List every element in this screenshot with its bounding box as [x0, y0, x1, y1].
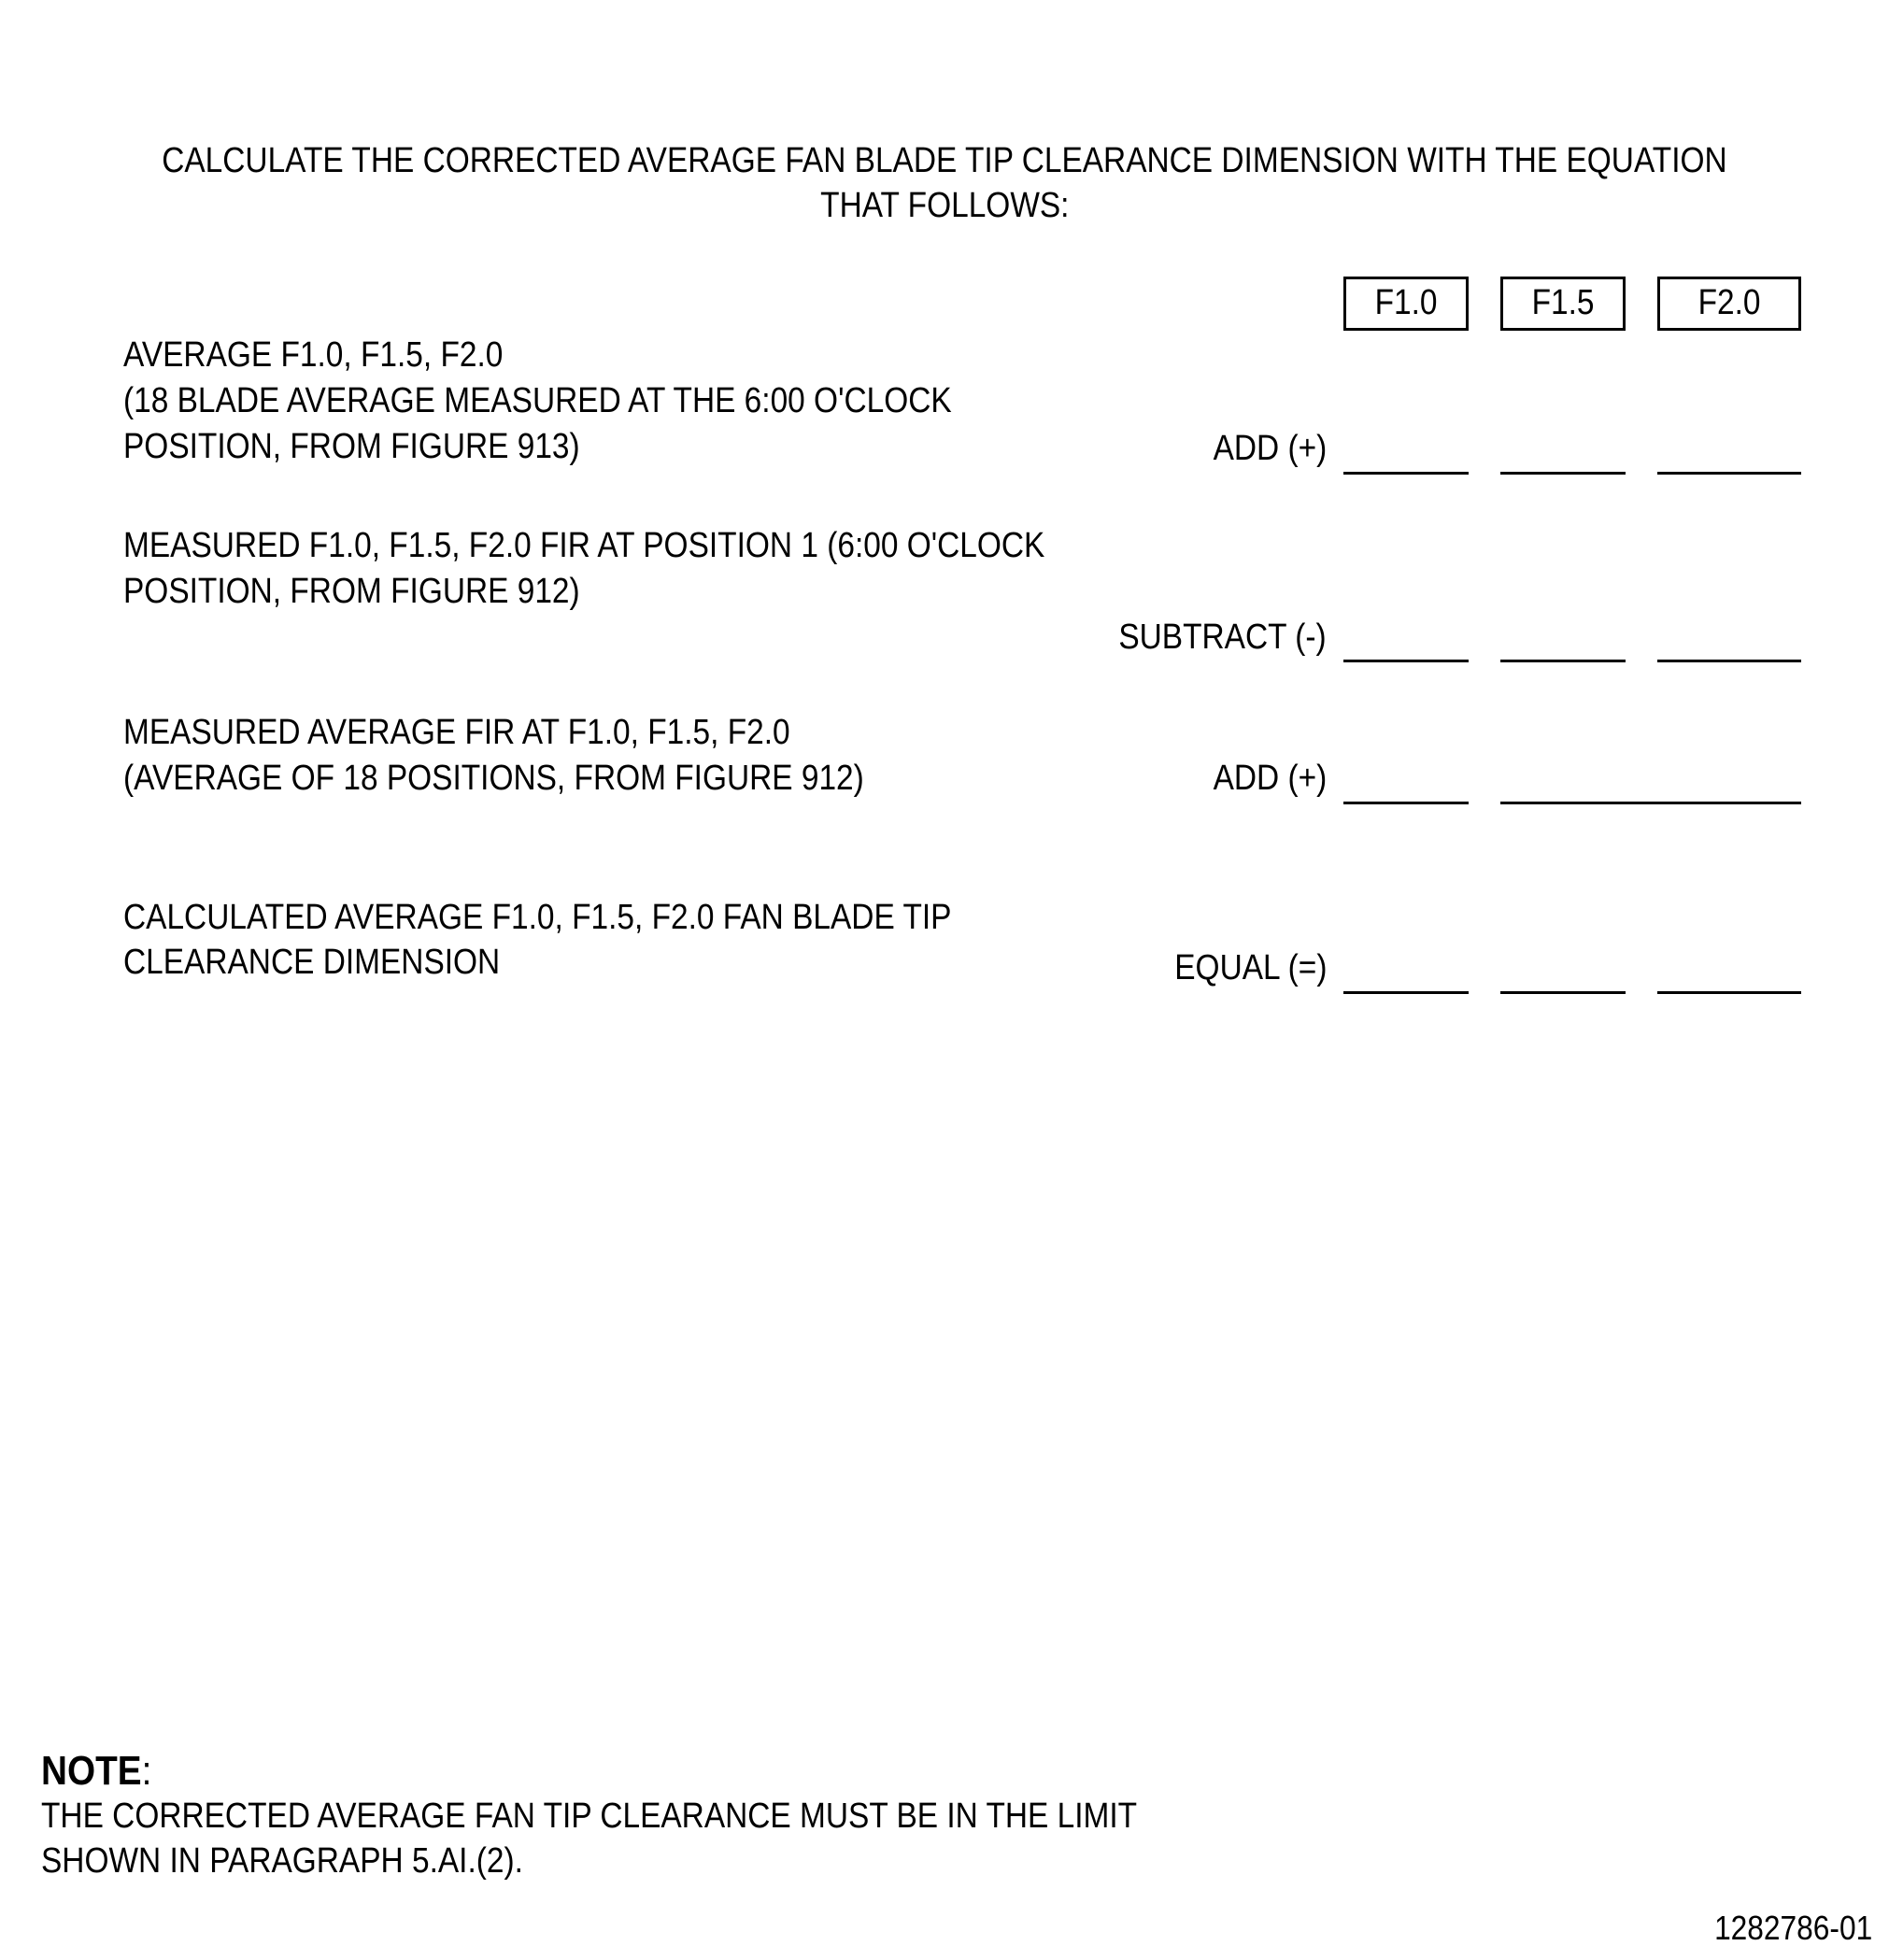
- row4-label-line2: CLEARANCE DIMENSION: [123, 943, 501, 982]
- row1-blank-f1-5[interactable]: [1500, 472, 1626, 475]
- row4-blank-f2-0[interactable]: [1657, 991, 1801, 994]
- instruction-heading-line1: CALCULATE THE CORRECTED AVERAGE FAN BLADE TIP CLEARANCE DIMENSION WITH THE EQUATION: [162, 141, 1727, 180]
- instruction-heading-line2: THAT FOLLOWS:: [819, 186, 1070, 225]
- row3-label-line1: MEASURED AVERAGE FIR AT F1.0, F1.5, F2.0: [123, 713, 790, 752]
- row2-label-line1: MEASURED F1.0, F1.5, F2.0 FIR AT POSITION 1 (6:00 O'CLOCK: [123, 526, 1045, 565]
- figure-id: 1282786-01: [1713, 1909, 1872, 1947]
- row2-blank-f1-0[interactable]: [1343, 660, 1469, 662]
- note-line2: SHOWN IN PARAGRAPH 5.AI.(2).: [41, 1841, 523, 1881]
- note-colon: :: [141, 1748, 152, 1794]
- column-header-f1-0: F1.0: [1343, 277, 1469, 331]
- row1-blank-f1-0[interactable]: [1343, 472, 1469, 475]
- row3-operation: ADD (+): [1213, 759, 1327, 798]
- row1-label-line3: POSITION, FROM FIGURE 913): [123, 427, 580, 466]
- column-header-f2-0: F2.0: [1657, 277, 1801, 331]
- row1-blank-f2-0[interactable]: [1657, 472, 1801, 475]
- row4-label-line1: CALCULATED AVERAGE F1.0, F1.5, F2.0 FAN BLADE TIP: [123, 898, 952, 937]
- column-header-f1-5: F1.5: [1500, 277, 1626, 331]
- row1-label-line2: (18 BLADE AVERAGE MEASURED AT THE 6:00 O'CLOCK: [123, 381, 952, 420]
- row3-blank-f1-0[interactable]: [1343, 802, 1469, 804]
- row2-blank-f1-5[interactable]: [1500, 660, 1626, 662]
- note-line1: THE CORRECTED AVERAGE FAN TIP CLEARANCE MUST BE IN THE LIMIT: [41, 1797, 1138, 1836]
- note-title: NOTE:: [41, 1748, 152, 1794]
- row3-label-line2: (AVERAGE OF 18 POSITIONS, FROM FIGURE 912): [123, 759, 864, 798]
- row2-blank-f2-0[interactable]: [1657, 660, 1801, 662]
- row1-operation: ADD (+): [1213, 429, 1327, 468]
- row2-label-line2: POSITION, FROM FIGURE 912): [123, 572, 580, 611]
- row4-blank-f1-0[interactable]: [1343, 991, 1469, 994]
- row4-operation: EQUAL (=): [1173, 948, 1327, 987]
- row1-label-line1: AVERAGE F1.0, F1.5, F2.0: [123, 335, 504, 375]
- row3-blank-f1-5-f2-0[interactable]: [1500, 802, 1801, 804]
- row2-operation: SUBTRACT (-): [1118, 618, 1327, 657]
- row4-blank-f1-5[interactable]: [1500, 991, 1626, 994]
